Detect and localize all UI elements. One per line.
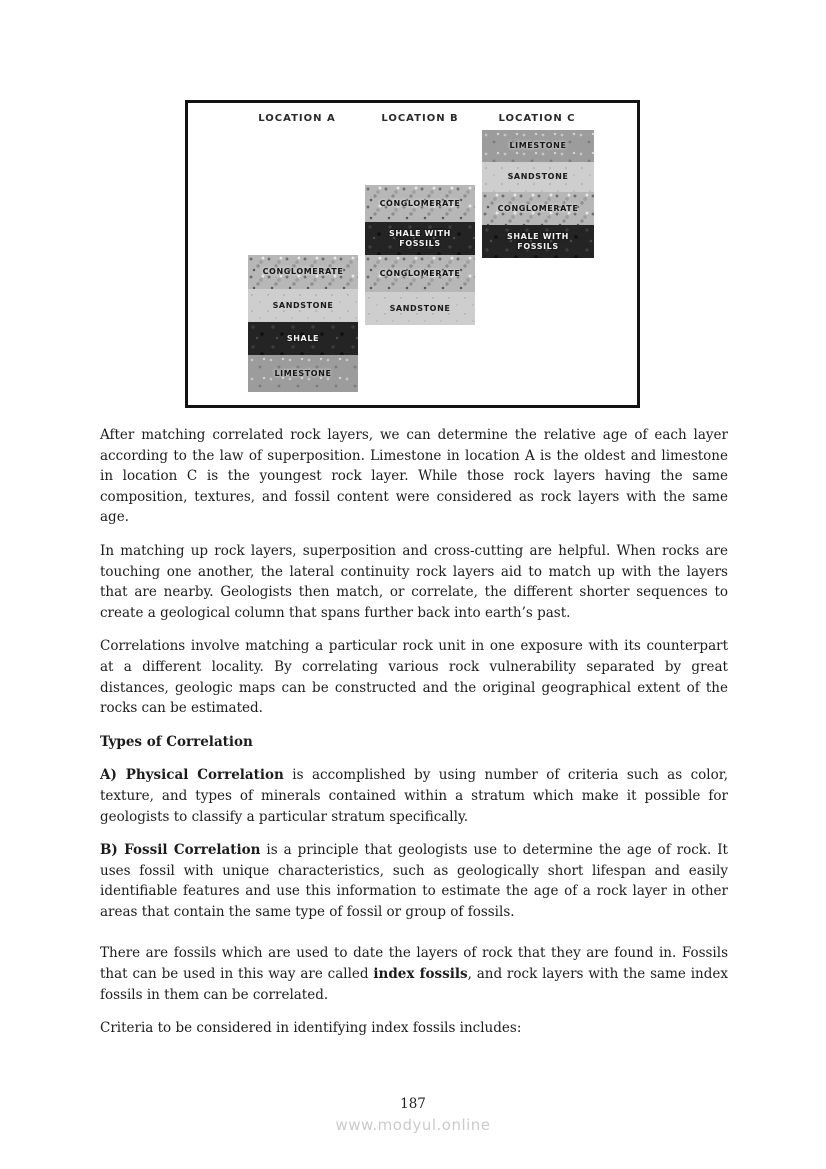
paragraph-correlations: Correlations involve matching a particular rock unit in one exposure with its counterpart at a different locality. By correlating various rock vulnerability separated by great distances, geologic maps can be constructed and the original geographical extent of the rocks can be estimated. — [100, 638, 728, 717]
paragraph-superposition: After matching correlated rock layers, we can determine the relative age of each layer according to the law of superposition. Limestone in location A is the oldest and limestone in location C is the youngest rock layer. While those rock layers having the same composition, textures, and fossil content were considered as rock layers with the same age. — [100, 427, 728, 526]
index-fossils-text-before: There are fossils which are used to date the layers of rock that they are found in. Fossils that can be used in this way are called — [100, 945, 728, 983]
page-number: 187 — [400, 1096, 426, 1112]
watermark-text: www.modyul.online — [335, 1116, 491, 1134]
rock-layer-limestone — [248, 355, 358, 392]
rock-layer-label: LIMESTONE — [274, 368, 332, 378]
paragraph-fossil-correlation — [100, 840, 728, 922]
paragraph-index-fossils — [100, 943, 728, 1005]
rock-column-location-b — [365, 185, 475, 325]
rock-layer-label: CONGLOMERATE — [262, 267, 344, 276]
index-fossils-term: index fossils — [373, 966, 468, 983]
rock-layer-conglomerate — [365, 255, 475, 292]
rock-layer-label: SHALE — [286, 333, 320, 343]
rock-layer-sandstone — [248, 289, 358, 322]
rock-layer-shale-with-fossils — [482, 225, 594, 258]
rock-layer-label: SANDSTONE — [272, 300, 334, 310]
body-text — [100, 425, 728, 1052]
rock-layer-label: CONGLOMERATE — [379, 198, 461, 208]
figure-title-location-c: LOCATION C — [498, 113, 576, 124]
physical-correlation-text: is accomplished by using number of criteria such as color, texture, and types of minerals contained within a stratum which make it possible for geologists to classify a particular stratum specifically. — [100, 767, 728, 825]
rock-layer-label: SHALE WITH FOSSILS — [507, 231, 569, 251]
figure-title-location-a: LOCATION A — [258, 113, 336, 124]
rock-layer-sandstone — [365, 292, 475, 325]
rock-correlation-figure — [185, 100, 640, 408]
rock-layer-conglomerate — [482, 192, 594, 225]
fossil-correlation-term: B) Fossil Correlation — [100, 842, 261, 859]
index-fossils-text-after: , and rock layers with the same index fossils in them can be correlated. — [100, 966, 728, 1003]
rock-layer-shale — [248, 322, 358, 355]
heading-types-of-correlation: Types of Correlation — [100, 733, 253, 750]
rock-layer-label: SANDSTONE — [389, 303, 451, 313]
paragraph-criteria-intro: Criteria to be considered in identifying index fossils includes: — [100, 1020, 522, 1037]
rock-layer-label: LIMESTONE — [509, 141, 567, 150]
paragraph-matching-layers: In matching up rock layers, superposition and cross-cutting are helpful. When rocks are touching one another, the lateral continuity rock layers aid to match up with the layers that are nearby. Geologists then match, or correlate, the different shorter sequences to create a geological column that spans further back into earth’s past. — [100, 542, 728, 621]
figure-title-location-b: LOCATION B — [381, 113, 459, 124]
rock-column-location-c — [482, 130, 594, 258]
rock-layer-label: SANDSTONE — [507, 172, 569, 181]
rock-layer-sandstone — [482, 162, 594, 192]
rock-layer-label: SHALE WITH FOSSILS — [389, 228, 451, 248]
fossil-correlation-text: is a principle that geologists use to determine the age of rock. It uses fossil with unique characteristics, such as geologically short lifespan and easily identifiable features and use this information to estimate the age of a rock layer in other areas that contain the same type of fossil or group of fossils. — [100, 842, 728, 920]
rock-layer-conglomerate — [248, 255, 358, 289]
rock-layer-shale-with-fossils — [365, 222, 475, 255]
paragraph-physical-correlation — [100, 765, 728, 827]
rock-layer-label: CONGLOMERATE — [379, 268, 461, 278]
physical-correlation-term: A) Physical Correlation — [100, 767, 284, 784]
rock-column-location-a — [248, 255, 358, 392]
rock-layer-limestone — [482, 130, 594, 162]
rock-layer-label: CONGLOMERATE — [497, 203, 579, 213]
rock-layer-conglomerate — [365, 185, 475, 222]
